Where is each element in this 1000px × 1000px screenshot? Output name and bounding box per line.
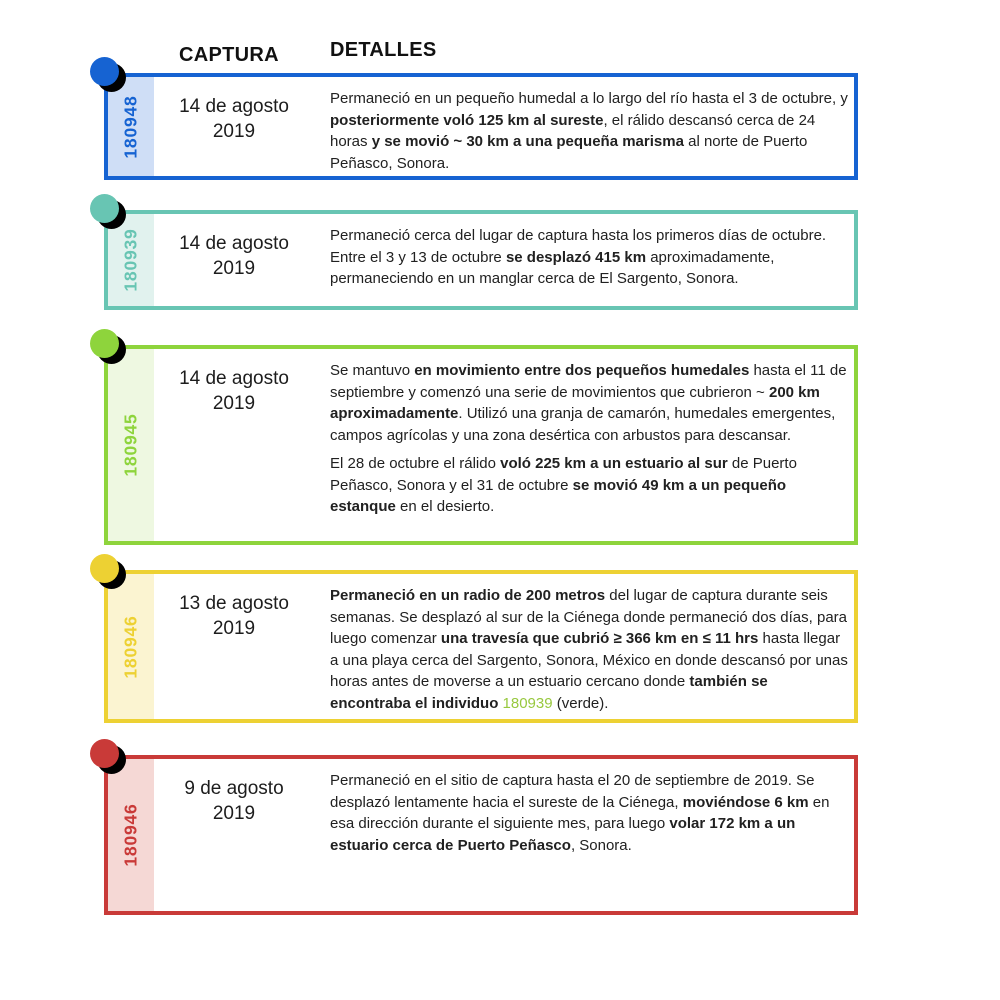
details-text: Permaneció en un pequeño humedal a lo largo del río hasta el 3 de octubre, y posteriormente voló 125 km al sureste, el rálido descansó cerca de 24 horas y se movió ~ 30 km a una pequeña marisma al norte de Puerto Peñasco, Sonora.	[330, 90, 848, 172]
id-strip	[108, 349, 154, 541]
details-text: Permaneció en el sitio de captura hasta el 20 de septiembre de 2019. Se desplazó lentamente hacia el sureste de la Ciénega, moviéndose 6 km en esa dirección durante el siguiente mes, para luego volar 172 km a un estuario cerca de Puerto Peñasco, Sonora.	[330, 772, 830, 854]
capture-date	[154, 77, 314, 144]
capture-date	[154, 214, 314, 281]
capture-date-line1: 14 de agosto	[179, 368, 289, 389]
details-text: Permaneció cerca del lugar de captura hasta los primeros días de octubre. Entre el 3 y 13 de octubre se desplazó 415 km aproximadamente, permaneciendo en un manglar cerca de El Sargento, Sonora.	[330, 227, 827, 287]
capture-date-line2: 2019	[212, 393, 256, 414]
details-text: Permaneció en un radio de 200 metros del lugar de captura durante seis semanas. Se desplazó al sur de la Ciénega donde permaneció dos días, para luego comenzar una travesía que cubrió ≥ 366 km en ≤ 11 hrs hasta llegar a una playa cerca del Sargento, Sonora, México en donde descansó por unas horas antes de moverse a un estuario cercano donde también se encontraba el individuo 180939 (verde).	[330, 587, 848, 712]
bird-id: 180948	[120, 94, 141, 159]
marker-circle-icon	[90, 194, 119, 223]
marker-circle-icon	[90, 739, 119, 768]
id-strip	[108, 574, 154, 719]
id-strip	[108, 77, 154, 176]
marker-circle-icon	[90, 554, 119, 583]
column-header-detalles: DETALLES	[330, 39, 437, 61]
timeline-row-180939-teal	[104, 210, 858, 310]
bird-id: 180945	[120, 413, 141, 477]
timeline-row-180948-blue	[104, 73, 858, 180]
marker-circle-icon	[90, 57, 119, 86]
capture-date-line1: 14 de agosto	[179, 233, 289, 254]
bird-id: 180939	[120, 228, 141, 292]
capture-date-line1: 9 de agosto	[184, 778, 284, 799]
bird-id: 180946	[120, 803, 141, 867]
marker-circle-icon	[90, 329, 119, 358]
bird-id: 180946	[120, 614, 141, 679]
capture-date	[154, 574, 314, 641]
timeline-row-180946-yellow	[104, 570, 858, 723]
capture-date-line1: 13 de agosto	[179, 593, 289, 614]
capture-date-line2: 2019	[212, 258, 256, 279]
capture-date	[154, 759, 314, 826]
column-header-captura: CAPTURA	[179, 44, 279, 66]
capture-date-line2: 2019	[212, 618, 256, 639]
timeline-row-180945-green	[104, 345, 858, 545]
details-text: Se mantuvo en movimiento entre dos pequeños humedales hasta el 11 de septiembre y comenzó una serie de movimientos que cubrieron ~ 200 km aproximadamente. Utilizó una granja de camarón, humedales emergentes, campos agrícolas y una zona desértica con arbustos para descansar. El 28 de octubre el rálido voló 225 km a un estuario al sur de Puerto Peñasco, Sonora y el 31 de octubre se movió 49 km a un pequeño estanque en el desierto.	[330, 362, 847, 515]
id-strip	[108, 759, 154, 911]
capture-date-line1: 14 de agosto	[179, 96, 289, 117]
timeline-row-180946-red	[104, 755, 858, 915]
capture-date-line2: 2019	[212, 121, 256, 142]
capture-date-line2: 2019	[212, 803, 256, 824]
capture-date	[154, 349, 314, 416]
